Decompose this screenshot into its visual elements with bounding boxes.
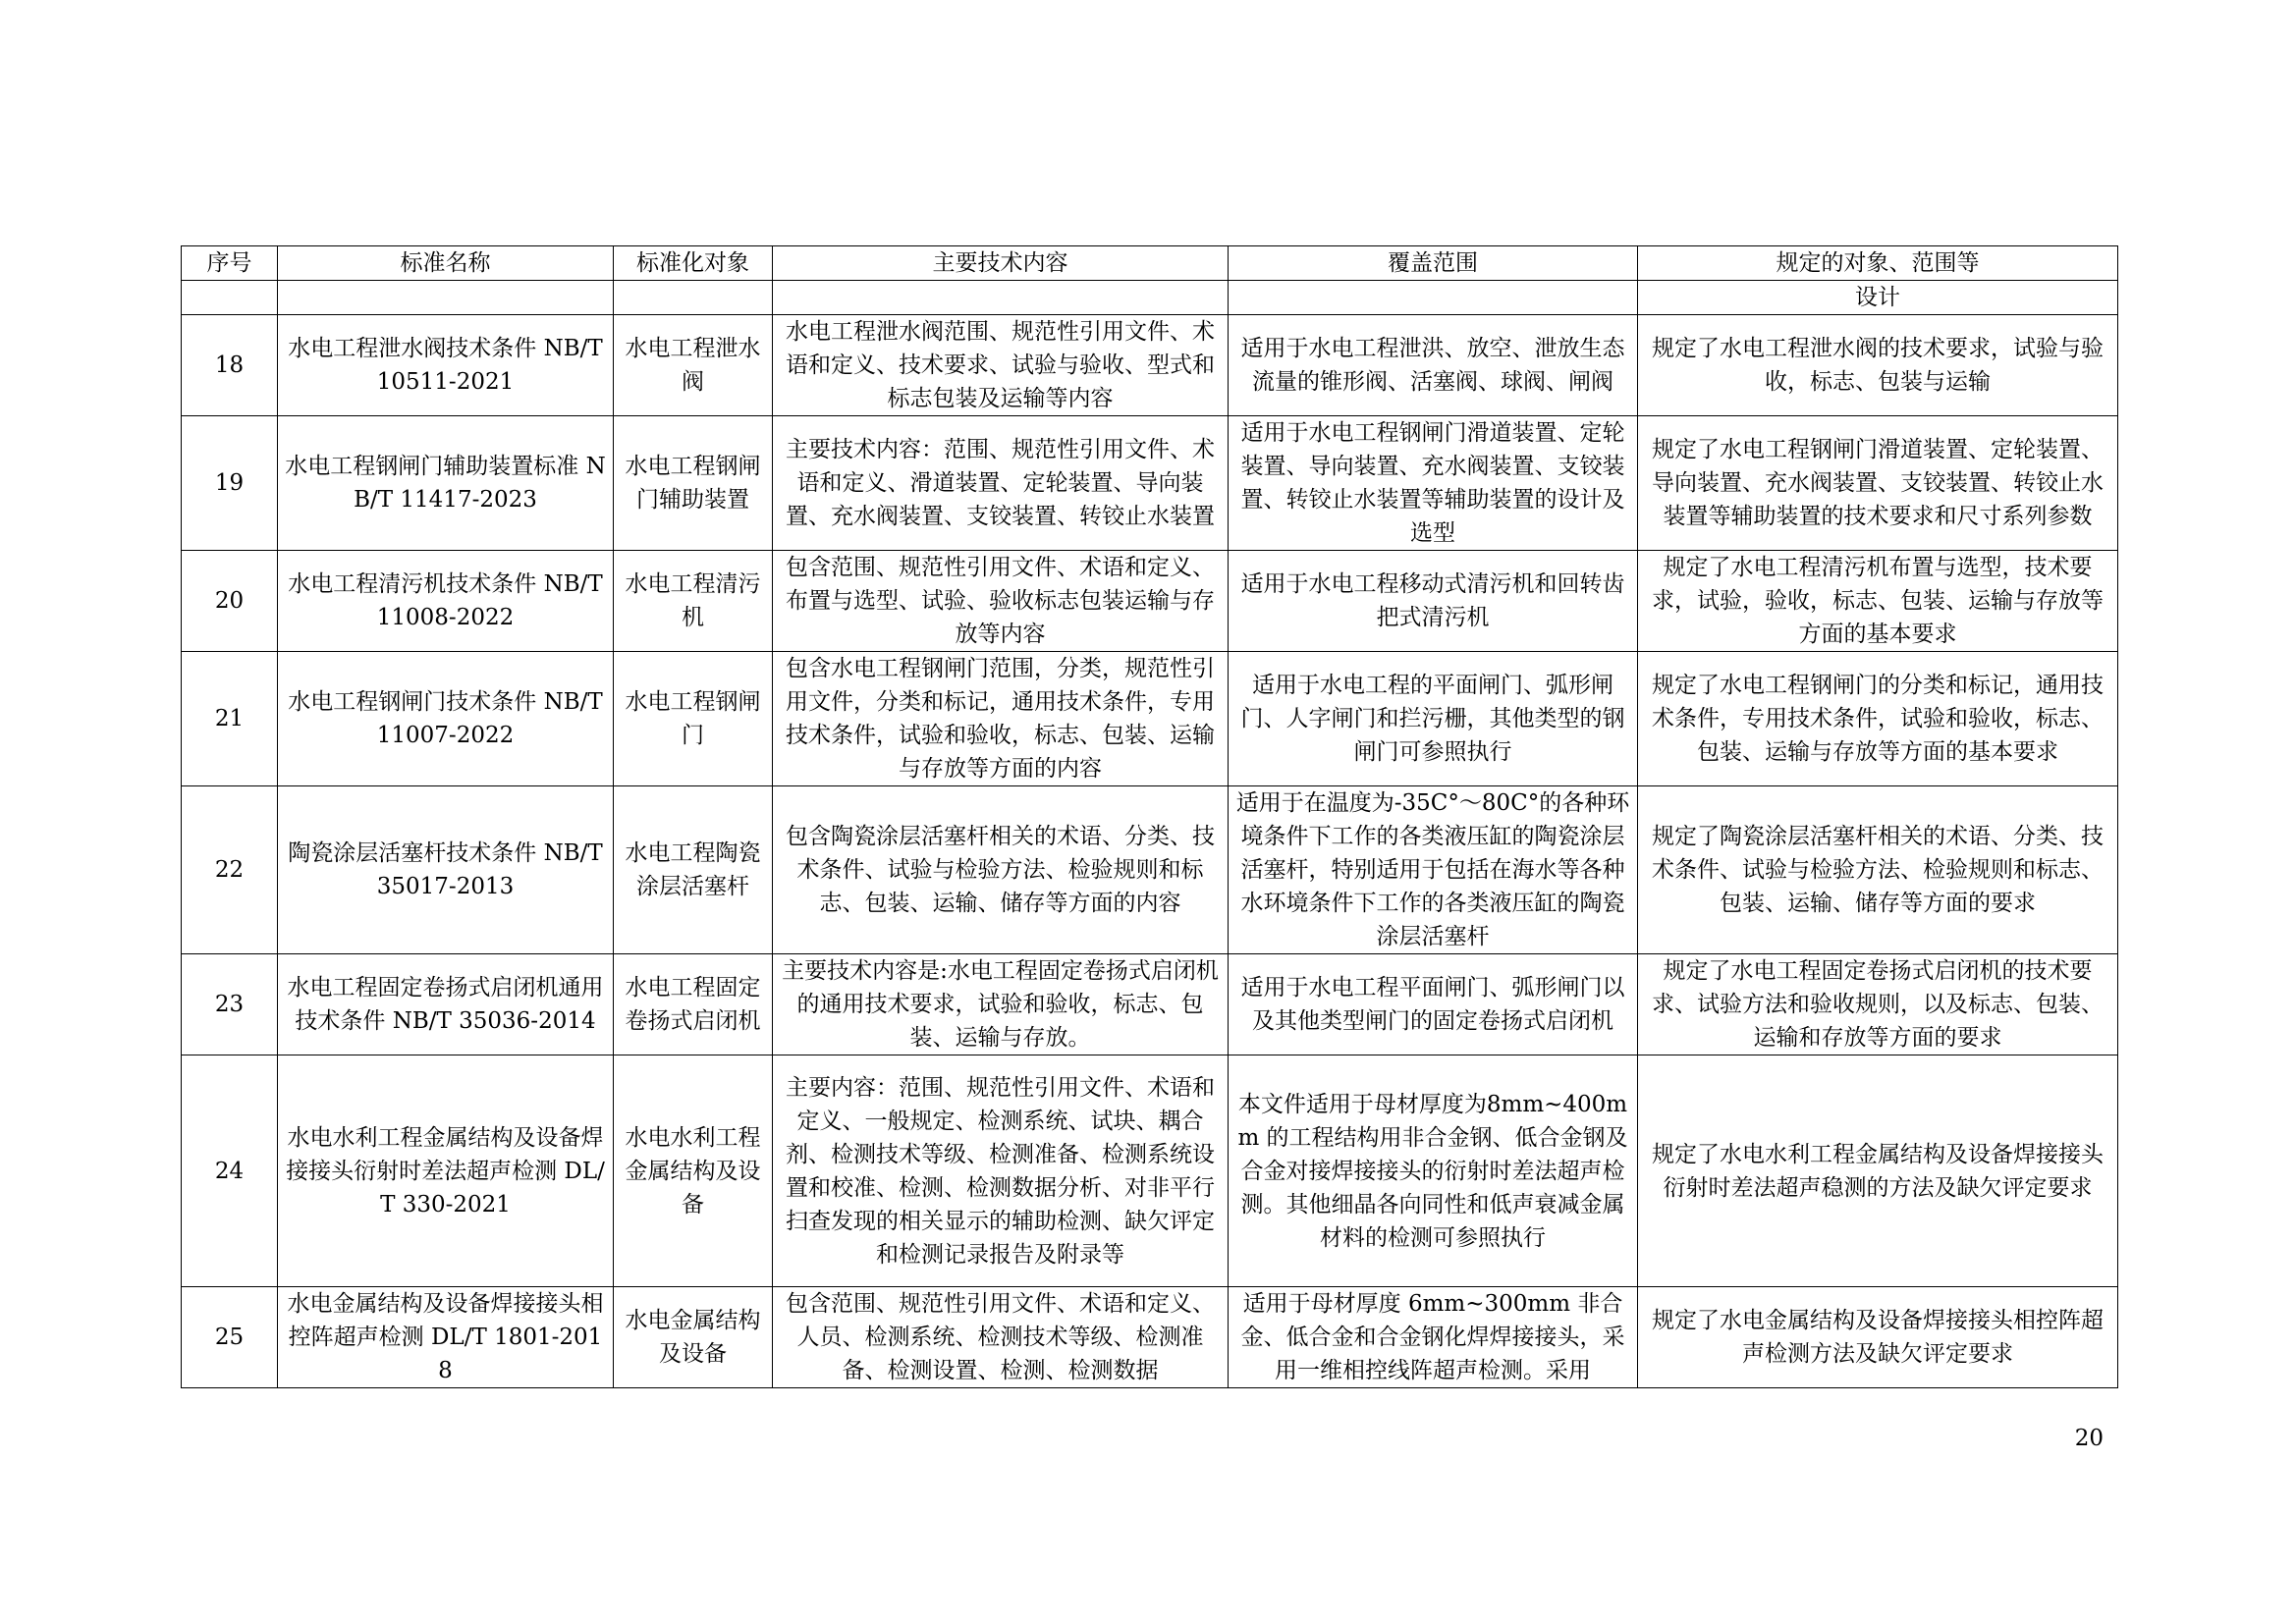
cell-coverage: 适用于在温度为-35C°～80C°的各种环境条件下工作的各类液压缸的陶瓷涂层活塞杆，特别适用于包括在海水等各种水环境条件下工作的各类液压缸的陶瓷涂层活塞杆 — [1229, 786, 1638, 954]
cell-no — [182, 281, 278, 315]
table-row — [182, 1287, 2118, 1388]
table-row — [182, 1055, 2118, 1287]
standards-table — [181, 245, 2118, 1388]
cell-scope: 规定了陶瓷涂层活塞杆相关的术语、分类、技术条件、试验与检验方法、检验规则和标志、包装、运输、储存等方面的要求 — [1638, 786, 2118, 954]
cell-scope: 规定了水电水利工程金属结构及设备焊接接头衍射时差法超声稳测的方法及缺欠评定要求 — [1638, 1055, 2118, 1287]
cell-content: 包含范围、规范性引用文件、术语和定义、布置与选型、试验、验收标志包装运输与存放等内容 — [773, 551, 1229, 652]
cell-content: 主要技术内容是:水电工程固定卷扬式启闭机的通用技术要求，试验和验收，标志、包装、运输与存放。 — [773, 954, 1229, 1055]
cell-scope: 规定了水电工程泄水阀的技术要求，试验与验收，标志、包装与运输 — [1638, 315, 2118, 416]
cell-no: 18 — [182, 315, 278, 416]
cell-no: 24 — [182, 1055, 278, 1287]
page-number: 20 — [2074, 1426, 2104, 1451]
cell-object: 水电工程钢闸门 — [614, 652, 773, 786]
cell-content: 包含水电工程钢闸门范围，分类，规范性引用文件，分类和标记，通用技术条件，专用技术条件，试验和验收，标志、包装、运输与存放等方面的内容 — [773, 652, 1229, 786]
cell-object: 水电工程清污机 — [614, 551, 773, 652]
cell-scope: 设计 — [1638, 281, 2118, 315]
cell-coverage: 适用于母材厚度 6mm~300mm 非合金、低合金和合金钢化焊焊接接头，采用一维相控线阵超声检测。采用 — [1229, 1287, 1638, 1388]
cell-object: 水电工程泄水阀 — [614, 315, 773, 416]
cell-name: 水电工程钢闸门技术条件 NB/T 11007-2022 — [278, 652, 614, 786]
cell-scope: 规定了水电工程钢闸门滑道装置、定轮装置、导向装置、充水阀装置、支铰装置、转铰止水装置等辅助装置的技术要求和尺寸系列参数 — [1638, 416, 2118, 551]
table-row — [182, 652, 2118, 786]
cell-name — [278, 281, 614, 315]
header-no: 序号 — [182, 246, 278, 281]
cell-no: 21 — [182, 652, 278, 786]
table-row — [182, 315, 2118, 416]
cell-coverage: 适用于水电工程的平面闸门、弧形闸门、人字闸门和拦污栅，其他类型的钢闸门可参照执行 — [1229, 652, 1638, 786]
cell-name: 水电工程钢闸门辅助装置标准 NB/T 11417-2023 — [278, 416, 614, 551]
cell-object: 水电金属结构及设备 — [614, 1287, 773, 1388]
cell-coverage: 适用于水电工程泄洪、放空、泄放生态流量的锥形阀、活塞阀、球阀、闸阀 — [1229, 315, 1638, 416]
cell-object: 水电工程固定卷扬式启闭机 — [614, 954, 773, 1055]
cell-coverage — [1229, 281, 1638, 315]
table-row — [182, 954, 2118, 1055]
cell-scope: 规定了水电工程固定卷扬式启闭机的技术要求、试验方法和验收规则，以及标志、包装、运输和存放等方面的要求 — [1638, 954, 2118, 1055]
cell-no: 20 — [182, 551, 278, 652]
cell-content: 主要技术内容：范围、规范性引用文件、术语和定义、滑道装置、定轮装置、导向装置、充水阀装置、支铰装置、转铰止水装置 — [773, 416, 1229, 551]
cell-coverage: 适用于水电工程平面闸门、弧形闸门以及其他类型闸门的固定卷扬式启闭机 — [1229, 954, 1638, 1055]
header-row — [182, 246, 2118, 281]
cell-name: 陶瓷涂层活塞杆技术条件 NB/T 35017-2013 — [278, 786, 614, 954]
continuation-row — [182, 281, 2118, 315]
cell-coverage: 本文件适用于母材厚度为8mm~400mm 的工程结构用非合金钢、低合金钢及合金对接焊接接头的衍射时差法超声检测。其他细晶各向同性和低声衰减金属材料的检测可参照执行 — [1229, 1055, 1638, 1287]
cell-scope: 规定了水电工程钢闸门的分类和标记，通用技术条件，专用技术条件，试验和验收，标志、包装、运输与存放等方面的基本要求 — [1638, 652, 2118, 786]
cell-no: 22 — [182, 786, 278, 954]
cell-scope: 规定了水电工程清污机布置与选型，技术要求，试验，验收，标志、包装、运输与存放等方面的基本要求 — [1638, 551, 2118, 652]
cell-content: 主要内容：范围、规范性引用文件、术语和定义、一般规定、检测系统、试块、耦合剂、检测技术等级、检测准备、检测系统设置和校准、检测、检测数据分析、对非平行扫查发现的相关显示的辅助检测、缺欠评定和检测记录报告及附录等 — [773, 1055, 1229, 1287]
cell-coverage: 适用于水电工程钢闸门滑道装置、定轮装置、导向装置、充水阀装置、支铰装置、转铰止水装置等辅助装置的设计及选型 — [1229, 416, 1638, 551]
cell-content: 包含范围、规范性引用文件、术语和定义、人员、检测系统、检测技术等级、检测准备、检测设置、检测、检测数据 — [773, 1287, 1229, 1388]
cell-no: 25 — [182, 1287, 278, 1388]
cell-object: 水电工程陶瓷涂层活塞杆 — [614, 786, 773, 954]
cell-object: 水电工程钢闸门辅助装置 — [614, 416, 773, 551]
table-row — [182, 551, 2118, 652]
cell-object: 水电水利工程金属结构及设备 — [614, 1055, 773, 1287]
cell-name: 水电工程固定卷扬式启闭机通用技术条件 NB/T 35036-2014 — [278, 954, 614, 1055]
cell-content: 水电工程泄水阀范围、规范性引用文件、术语和定义、技术要求、试验与验收、型式和标志包装及运输等内容 — [773, 315, 1229, 416]
table-row — [182, 786, 2118, 954]
cell-object — [614, 281, 773, 315]
cell-name: 水电金属结构及设备焊接接头相控阵超声检测 DL/T 1801-2018 — [278, 1287, 614, 1388]
table-row — [182, 416, 2118, 551]
cell-name: 水电工程泄水阀技术条件 NB/T 10511-2021 — [278, 315, 614, 416]
header-name: 标准名称 — [278, 246, 614, 281]
cell-no: 23 — [182, 954, 278, 1055]
header-scope: 规定的对象、范围等 — [1638, 246, 2118, 281]
cell-content — [773, 281, 1229, 315]
header-object: 标准化对象 — [614, 246, 773, 281]
cell-name: 水电水利工程金属结构及设备焊接接头衍射时差法超声检测 DL/T 330-2021 — [278, 1055, 614, 1287]
cell-content: 包含陶瓷涂层活塞杆相关的术语、分类、技术条件、试验与检验方法、检验规则和标志、包装、运输、储存等方面的内容 — [773, 786, 1229, 954]
cell-name: 水电工程清污机技术条件 NB/T 11008-2022 — [278, 551, 614, 652]
cell-scope: 规定了水电金属结构及设备焊接接头相控阵超声检测方法及缺欠评定要求 — [1638, 1287, 2118, 1388]
header-content: 主要技术内容 — [773, 246, 1229, 281]
cell-coverage: 适用于水电工程移动式清污机和回转齿把式清污机 — [1229, 551, 1638, 652]
cell-no: 19 — [182, 416, 278, 551]
header-coverage: 覆盖范围 — [1229, 246, 1638, 281]
